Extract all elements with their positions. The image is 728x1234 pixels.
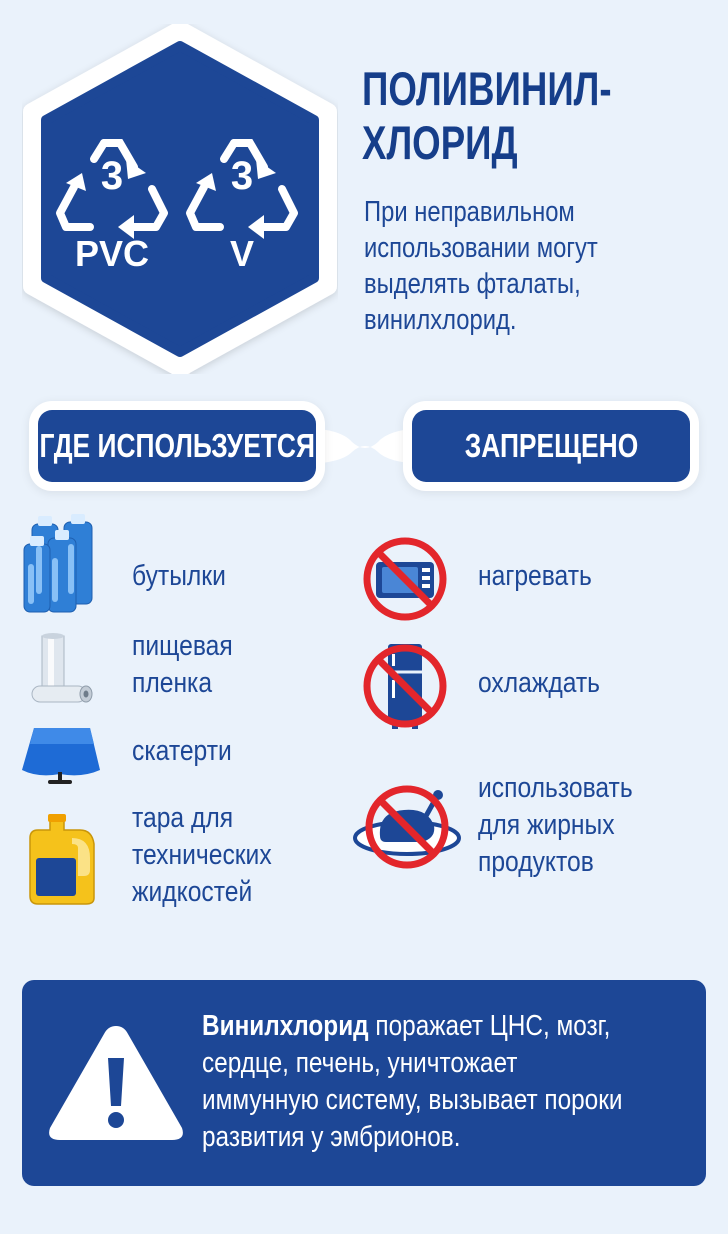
- list-item-text: пленка: [132, 667, 213, 699]
- where-used-heading: [38, 410, 316, 482]
- svg-text:3: 3: [100, 154, 124, 198]
- no-roast-chicken-icon: [352, 782, 462, 872]
- list-item: [478, 665, 600, 702]
- list-item-text: нагревать: [478, 560, 592, 592]
- list-item-text: жидкостей: [132, 876, 253, 908]
- list-item: [478, 770, 633, 881]
- list-item-text: пищевая: [132, 630, 233, 662]
- where-used-label: ГДЕ ИСПОЛЬЗУЕТСЯ: [39, 427, 315, 464]
- list-item-text: скатерти: [132, 735, 232, 767]
- no-fridge-icon: [362, 640, 448, 732]
- description-line: При неправильном: [364, 196, 575, 228]
- svg-text:V: V: [229, 233, 255, 274]
- list-item-text: технических: [132, 839, 272, 871]
- water-bottles-icon: [22, 514, 96, 614]
- no-microwave-icon: [362, 536, 448, 622]
- list-item-text: бутылки: [132, 560, 226, 592]
- warning-line: сердце, печень, уничтожает: [202, 1047, 518, 1079]
- warning-line: иммунную систему, вызывает пороки: [202, 1084, 623, 1116]
- forbidden-heading: [412, 410, 690, 482]
- description: [364, 194, 676, 338]
- warning-line: [202, 1008, 689, 1045]
- warning-line: развития у эмбрионов.: [202, 1121, 461, 1153]
- list-item-text: охлаждать: [478, 667, 601, 699]
- list-item-text: для жирных: [478, 809, 615, 841]
- title-line: ПОЛИВИНИЛ-: [362, 62, 612, 115]
- recycle-code-hexagon: [22, 24, 338, 374]
- warning-icon: [44, 1018, 188, 1146]
- title-line: ХЛОРИД: [362, 116, 518, 169]
- warning-bold-term: Винилхлорид: [202, 1010, 369, 1042]
- description-line: использовании могут: [364, 232, 598, 264]
- warning-line-rest: поражает ЦНС, мозг,: [368, 1010, 611, 1042]
- list-item-text: использовать: [478, 772, 633, 804]
- svg-text:PVC: PVC: [74, 233, 150, 274]
- list-item-text: продуктов: [478, 846, 594, 878]
- list-item: [478, 558, 592, 595]
- description-line: выделять фталаты,: [364, 268, 581, 300]
- tablecloth-icon: [20, 724, 102, 786]
- forbidden-label: ЗАПРЕЩЕНО: [464, 427, 638, 464]
- list-item: [132, 800, 272, 911]
- page-title: [362, 62, 627, 170]
- warning-text: [202, 1008, 689, 1156]
- list-item: [132, 628, 233, 702]
- canister-icon: [24, 814, 100, 906]
- description-line: винилхлорид.: [364, 304, 517, 336]
- pill-connector: [300, 420, 430, 472]
- list-item: [132, 733, 232, 770]
- list-item-text: тара для: [132, 802, 234, 834]
- list-item: [132, 558, 226, 595]
- plastic-film-roll-icon: [26, 632, 96, 708]
- svg-text:3: 3: [230, 154, 254, 198]
